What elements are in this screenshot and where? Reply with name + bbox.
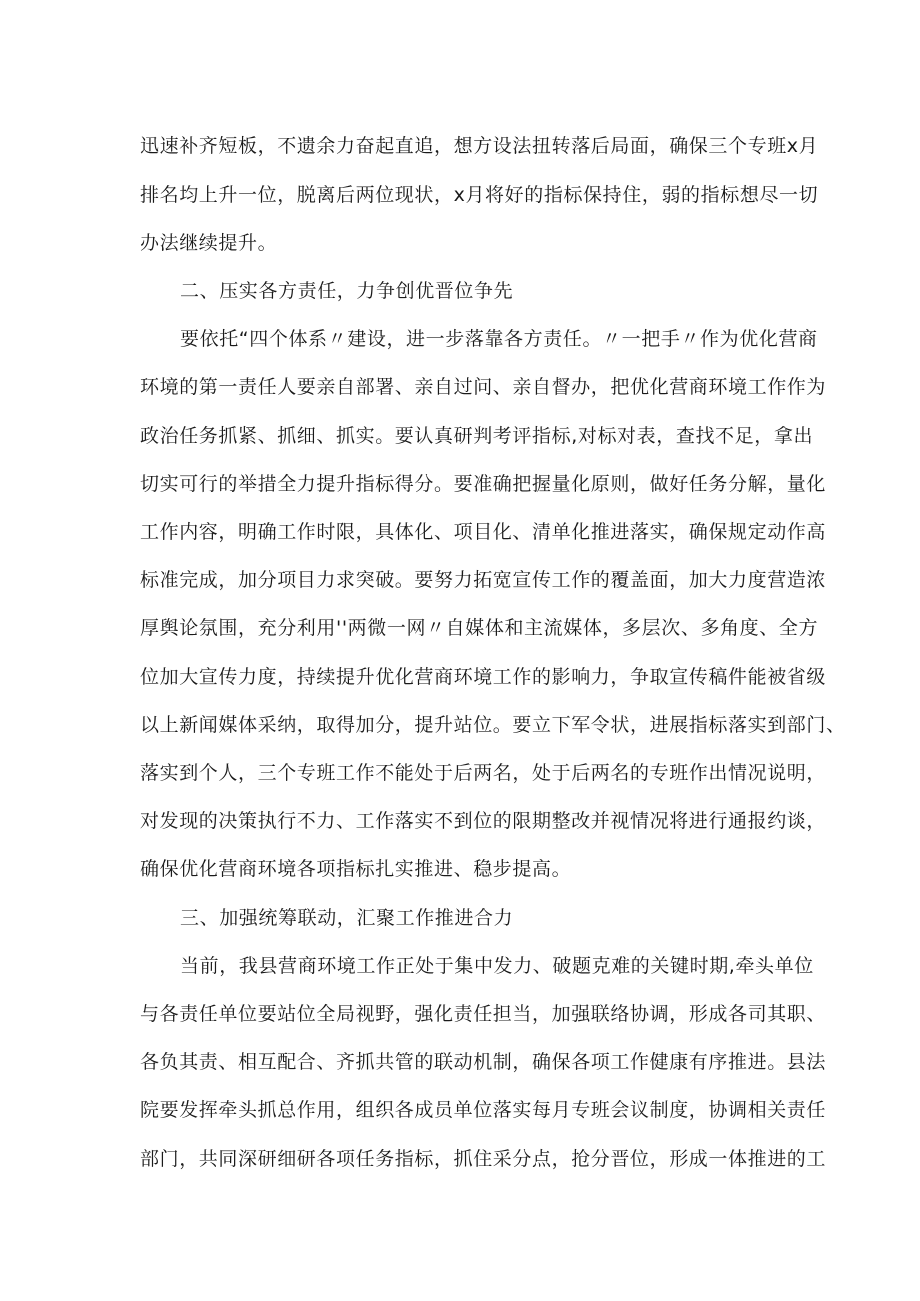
text-line-6: 环境的第一责任人要亲自部署、亲自过问、亲自督办，把优化营商环境工作作为 (140, 376, 827, 398)
text-line-21: 院要发挥牵头抓总作用，组织各成员单位落实每月专班会议制度，协调相关责任 (140, 1099, 827, 1121)
text-line-12: 位加大宣传力度，持续提升优化营商环境工作的影响力，争取宣传稿件能被省级 (140, 666, 827, 688)
text-line-14: 落实到个人，三个专班工作不能处于后两名，处于后两名的专班作出情况说明， (140, 762, 827, 784)
text-line-20: 各负其责、相互配合、齐抓共管的联动机制，确保各项工作健康有序推进。县法 (140, 1051, 827, 1073)
text-line-2: 排名均上升一位，脱离后两位现状，x月将好的指标保持住，弱的指标想尽一切 (140, 184, 819, 206)
text-line-16: 确保优化营商环境各项指标扎实推进、稳步提高。 (140, 858, 572, 880)
text-line-5: 要依托“四个体系〃建设，进一步落靠各方责任。〃一把手〃作为优化营商 (180, 328, 818, 350)
text-line-1: 迅速补齐短板，不遗余力奋起直追，想方设法扭转落后局面，确保三个专班x月 (140, 135, 819, 157)
section-heading-2: 二、压实各方责任，力争创优晋位争先 (180, 280, 514, 302)
text-line-11: 厚舆论氛围，充分利用''两微一网〃自媒体和主流媒体，多层次、多角度、全方 (140, 617, 819, 639)
text-line-9: 工作内容，明确工作时限，具体化、项目化、清单化推进落实，确保规定动作高 (140, 521, 827, 543)
section-heading-3: 三、加强统筹联动，汇聚工作推进合力 (180, 907, 514, 929)
text-line-19: 与各责任单位要站位全局视野，强化责任担当，加强联络协调，形成各司其职、 (140, 1003, 827, 1025)
text-line-8: 切实可行的举措全力提升指标得分。要准确把握量化原则，做好任务分解，量化 (140, 473, 827, 495)
text-line-13: 以上新闻媒体采纳，取得加分，提升站位。要立下军令状，进展指标落实到部门、 (140, 714, 846, 736)
text-line-22: 部门，共同深研细研各项任务指标，抓住采分点，抢分晋位，形成一体推进的工 (140, 1148, 827, 1170)
text-line-10: 标准完成，加分项目力求突破。要努力拓宽宣传工作的覆盖面，加大力度营造浓 (140, 569, 827, 591)
text-line-3: 办法继续提升。 (140, 232, 278, 254)
text-line-7: 政治任务抓紧、抓细、抓实。要认真研判考评指标,对标对表，查找不足，拿出 (140, 425, 814, 447)
text-line-15: 对发现的决策执行不力、工作落实不到位的限期整改并视情况将进行通报约谈， (140, 810, 827, 832)
text-line-18: 当前，我县营商环境工作正处于集中发力、破题克难的关键时期,牵头单位 (180, 955, 814, 977)
